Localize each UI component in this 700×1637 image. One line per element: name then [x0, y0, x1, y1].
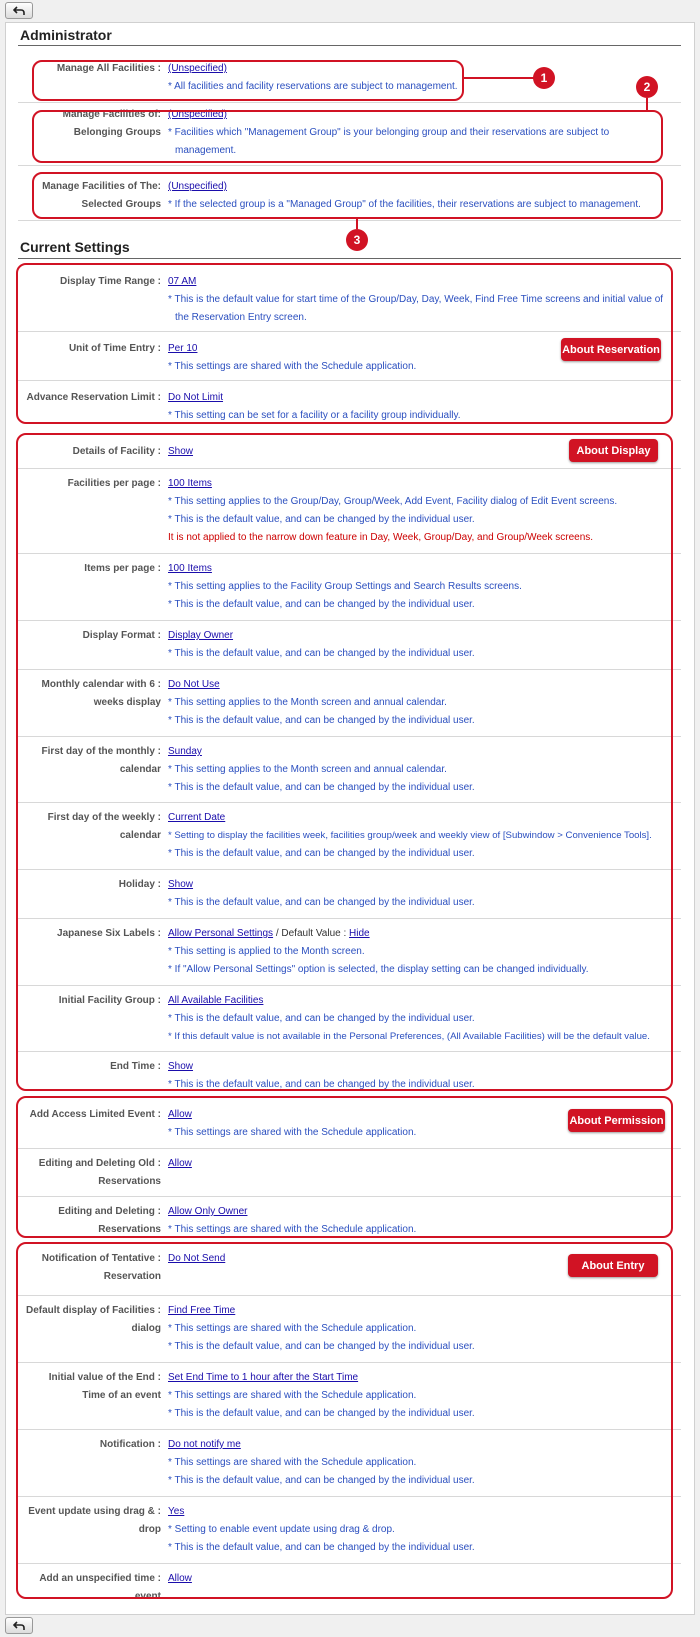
row-display-format	[18, 621, 681, 670]
link-monthly-calendar-6-weeks[interactable]: Do Not Use	[168, 679, 220, 690]
link-holiday[interactable]: Show	[168, 879, 194, 890]
warning-note: It is not applied to the narrow down feature in Day, Week, Group/Day, and Group/Week screens.	[168, 532, 594, 543]
row-add-unspecified-time-event	[18, 1564, 681, 1610]
label-monthly-calendar-6-weeks: Monthly calendar with 6 : weeks display	[41, 679, 161, 708]
connector-3	[356, 219, 358, 229]
link-unit-of-time-entry[interactable]: Per 10	[168, 343, 198, 354]
note: management.	[175, 145, 237, 156]
section-divider	[18, 45, 681, 46]
row-items-per-page	[18, 554, 681, 621]
callout-badge-3: 3	[346, 229, 368, 251]
note: * All facilities and facility reservations are subject to management.	[168, 81, 458, 92]
note: * This is the default value, and can be changed by the individual user.	[168, 897, 475, 908]
label-unit-of-time-entry: Unit of Time Entry :	[68, 343, 161, 354]
connector-2	[646, 98, 648, 110]
row-end-time	[18, 1052, 681, 1096]
note: * This is the default value, and can be changed by the individual user.	[168, 1013, 475, 1024]
label-add-access-limited-event: Add Access Limited Event :	[29, 1109, 161, 1120]
value-japanese-six-labels	[168, 925, 673, 979]
note: * This is the default value, and can be changed by the individual user.	[168, 599, 475, 610]
note: * This setting applies to the Facility Group Settings and Search Results screens.	[168, 581, 522, 592]
row-first-day-monthly-calendar	[18, 737, 681, 803]
link-notification[interactable]: Do not notify me	[168, 1439, 241, 1450]
label-notification: Notification :	[99, 1439, 161, 1450]
about-reservation-button[interactable]: About Reservation	[561, 338, 661, 361]
label-holiday: Holiday :	[118, 879, 161, 890]
row-monthly-calendar-6-weeks	[18, 670, 681, 737]
note: * This settings are shared with the Schedule application.	[168, 1390, 417, 1401]
about-permission-button[interactable]: About Permission	[568, 1109, 665, 1132]
row-advance-reservation-limit	[18, 381, 681, 425]
note: * This settings are shared with the Schedule application.	[168, 361, 417, 372]
row-editing-deleting-old-reservations	[18, 1149, 681, 1197]
value-display-time-range	[168, 273, 673, 327]
about-entry-button[interactable]: About Entry	[568, 1254, 658, 1277]
link-add-access-limited-event[interactable]: Allow	[168, 1109, 192, 1120]
note: * Facilities which "Management Group" is your belonging group and their reservations are subject to	[168, 127, 610, 138]
link-first-day-monthly-calendar[interactable]: Sunday	[168, 746, 202, 757]
note: * Setting to enable event update using drag & drop.	[168, 1524, 395, 1535]
note: * This setting applies to the Group/Day, Group/Week, Add Event, Facility dialog of Edit Event screens.	[168, 496, 618, 507]
section-title-current-settings: Current Settings	[20, 239, 130, 255]
value-add-unspecified-time-event	[168, 1570, 673, 1588]
label-facilities-per-page: Facilities per page :	[67, 478, 161, 489]
note: * This settings are shared with the Schedule application.	[168, 1224, 417, 1235]
back-button[interactable]	[5, 2, 33, 19]
label-default-display-facilities-dialog: Default display of Facilities : dialog	[25, 1305, 161, 1334]
note: * This is the default value for start time of the Group/Day, Day, Week, Find Free Time screens and initial value of	[168, 294, 664, 305]
default-value-label: / Default Value :	[273, 928, 350, 939]
label-editing-deleting-old-reservations: Editing and Deleting Old : Reservations	[38, 1158, 161, 1187]
link-end-time[interactable]: Show	[168, 1061, 194, 1072]
row-initial-value-end-time	[18, 1363, 681, 1430]
row-manage-facilities-belonging-groups	[18, 103, 681, 166]
row-first-day-weekly-calendar	[18, 803, 681, 870]
row-initial-facility-group	[18, 986, 681, 1052]
row-notification	[18, 1430, 681, 1497]
label-initial-facility-group: Initial Facility Group :	[58, 995, 161, 1006]
value-display-format	[168, 627, 673, 663]
link-default-value-hide[interactable]: Hide	[349, 928, 370, 939]
row-holiday	[18, 870, 681, 919]
note: * This is the default value, and can be changed by the individual user.	[168, 1079, 475, 1090]
note: * If the selected group is a "Managed Group" of the facilities, their reservations are subject to management.	[168, 199, 641, 210]
row-facilities-per-page	[18, 469, 681, 554]
note: * If this default value is not available in the Personal Preferences, (All Available Facilities) will be the default value.	[168, 1031, 650, 1042]
value-items-per-page	[168, 560, 673, 614]
section-title-administrator: Administrator	[20, 27, 112, 43]
note: * This settings are shared with the Schedule application.	[168, 1323, 417, 1334]
label-first-day-weekly-calendar: First day of the weekly : calendar	[47, 812, 161, 841]
value-manage-facilities-belonging-groups	[168, 106, 673, 160]
note: * This is the default value, and can be changed by the individual user.	[168, 782, 475, 793]
value-facilities-per-page	[168, 475, 673, 547]
label-japanese-six-labels: Japanese Six Labels :	[57, 928, 161, 939]
value-monthly-calendar-6-weeks	[168, 676, 673, 730]
about-display-button[interactable]: About Display	[569, 439, 658, 462]
note: * This setting can be set for a facility or a facility group individually.	[168, 410, 461, 421]
value-initial-facility-group	[168, 992, 678, 1046]
label-display-format: Display Format :	[82, 630, 161, 641]
link-editing-deleting-old-reservations[interactable]: Allow	[168, 1158, 192, 1169]
back-arrow-icon	[13, 1621, 25, 1631]
label-manage-facilities-belonging-groups: Manage Facilities of: Belonging Groups	[62, 109, 161, 138]
note: * This setting is applied to the Month screen.	[168, 946, 365, 957]
link-event-update-drag-drop[interactable]: Yes	[168, 1506, 185, 1517]
link-facilities-per-page[interactable]: 100 Items	[168, 478, 212, 489]
link-add-unspecified-time-event[interactable]: Allow	[168, 1573, 192, 1584]
value-end-time	[168, 1058, 673, 1094]
label-advance-reservation-limit: Advance Reservation Limit :	[26, 392, 161, 403]
connector-1	[464, 77, 534, 79]
value-default-display-facilities-dialog	[168, 1302, 673, 1356]
note: * This is the default value, and can be changed by the individual user.	[168, 715, 475, 726]
section-divider	[18, 258, 681, 259]
label-display-time-range: Display Time Range :	[60, 276, 161, 287]
value-first-day-monthly-calendar	[168, 743, 673, 797]
value-notification	[168, 1436, 673, 1490]
note: * This is the default value, and can be changed by the individual user.	[168, 648, 475, 659]
value-advance-reservation-limit	[168, 389, 673, 425]
value-manage-all-facilities	[168, 60, 673, 96]
link-display-time-range[interactable]: 07 AM	[168, 276, 197, 287]
link-manage-all-facilities[interactable]: (Unspecified)	[168, 63, 227, 74]
link-editing-deleting-reservations[interactable]: Allow Only Owner	[168, 1206, 248, 1217]
value-editing-deleting-old-reservations	[168, 1155, 673, 1173]
note: * This setting applies to the Month screen and annual calendar.	[168, 764, 447, 775]
label-notification-tentative-reservation: Notification of Tentative : Reservation	[41, 1253, 161, 1282]
label-items-per-page: Items per page :	[84, 563, 161, 574]
back-arrow-icon	[13, 6, 25, 16]
label-initial-value-end-time: Initial value of the End : Time of an event	[48, 1372, 161, 1401]
note: * This settings are shared with the Schedule application.	[168, 1127, 417, 1138]
row-manage-facilities-selected-groups	[18, 166, 681, 221]
row-default-display-facilities-dialog	[18, 1296, 681, 1363]
row-japanese-six-labels	[18, 919, 681, 986]
link-first-day-weekly-calendar[interactable]: Current Date	[168, 812, 226, 823]
note: * This is the default value, and can be changed by the individual user.	[168, 1408, 475, 1419]
value-holiday	[168, 876, 673, 912]
note: * If "Allow Personal Settings" option is selected, the display setting can be changed individually.	[168, 964, 589, 975]
label-details-of-facility: Details of Facility :	[72, 446, 161, 457]
link-manage-facilities-selected-groups[interactable]: (Unspecified)	[168, 181, 227, 192]
note: * This is the default value, and can be changed by the individual user.	[168, 1475, 475, 1486]
value-event-update-drag-drop	[168, 1503, 673, 1557]
row-manage-all-facilities	[18, 57, 681, 103]
row-display-time-range	[18, 266, 681, 332]
note: * This settings are shared with the Schedule application.	[168, 1457, 417, 1468]
callout-badge-2: 2	[636, 76, 658, 98]
value-initial-value-end-time	[168, 1369, 673, 1423]
link-details-of-facility[interactable]: Show	[168, 446, 194, 457]
label-event-update-drag-drop: Event update using drag & : drop	[28, 1506, 161, 1535]
link-initial-value-end-time[interactable]: Set End Time to 1 hour after the Start Time	[168, 1372, 359, 1383]
row-event-update-drag-drop	[18, 1497, 681, 1564]
value-first-day-weekly-calendar	[168, 809, 678, 863]
link-items-per-page[interactable]: 100 Items	[168, 563, 212, 574]
link-allow-personal-settings[interactable]: Allow Personal Settings	[168, 928, 274, 939]
note: * This is the default value, and can be changed by the individual user.	[168, 848, 475, 859]
label-editing-deleting-reservations: Editing and Deleting : Reservations	[58, 1206, 161, 1235]
note: * This is the default value, and can be changed by the individual user.	[168, 514, 475, 525]
note: * Setting to display the facilities week, facilities group/week and weekly view of [Subwindow > Convenience Tools].	[168, 830, 652, 841]
row-editing-deleting-reservations	[18, 1197, 681, 1243]
link-manage-facilities-belonging-groups[interactable]: (Unspecified)	[168, 109, 227, 120]
link-initial-facility-group[interactable]: All Available Facilities	[168, 995, 264, 1006]
note: * This is the default value, and can be changed by the individual user.	[168, 1341, 475, 1352]
label-first-day-monthly-calendar: First day of the monthly : calendar	[41, 746, 161, 775]
label-manage-all-facilities: Manage All Facilities :	[56, 63, 161, 74]
link-default-display-facilities-dialog[interactable]: Find Free Time	[168, 1305, 236, 1316]
note: the Reservation Entry screen.	[175, 312, 307, 323]
label-manage-facilities-selected-groups: Manage Facilities of The: Selected Groups	[42, 181, 161, 210]
back-button-bottom[interactable]	[5, 1617, 33, 1634]
note: * This is the default value, and can be changed by the individual user.	[168, 1542, 475, 1553]
link-notification-tentative-reservation[interactable]: Do Not Send	[168, 1253, 226, 1264]
label-end-time: End Time :	[110, 1061, 161, 1072]
value-manage-facilities-selected-groups	[168, 178, 673, 214]
value-editing-deleting-reservations	[168, 1203, 673, 1239]
link-advance-reservation-limit[interactable]: Do Not Limit	[168, 392, 224, 403]
top-toolbar	[0, 0, 700, 22]
link-display-format[interactable]: Display Owner	[168, 630, 234, 641]
note: * This setting applies to the Month screen and annual calendar.	[168, 697, 447, 708]
callout-badge-1: 1	[533, 67, 555, 89]
label-add-unspecified-time-event: Add an unspecified time : event	[39, 1573, 161, 1602]
